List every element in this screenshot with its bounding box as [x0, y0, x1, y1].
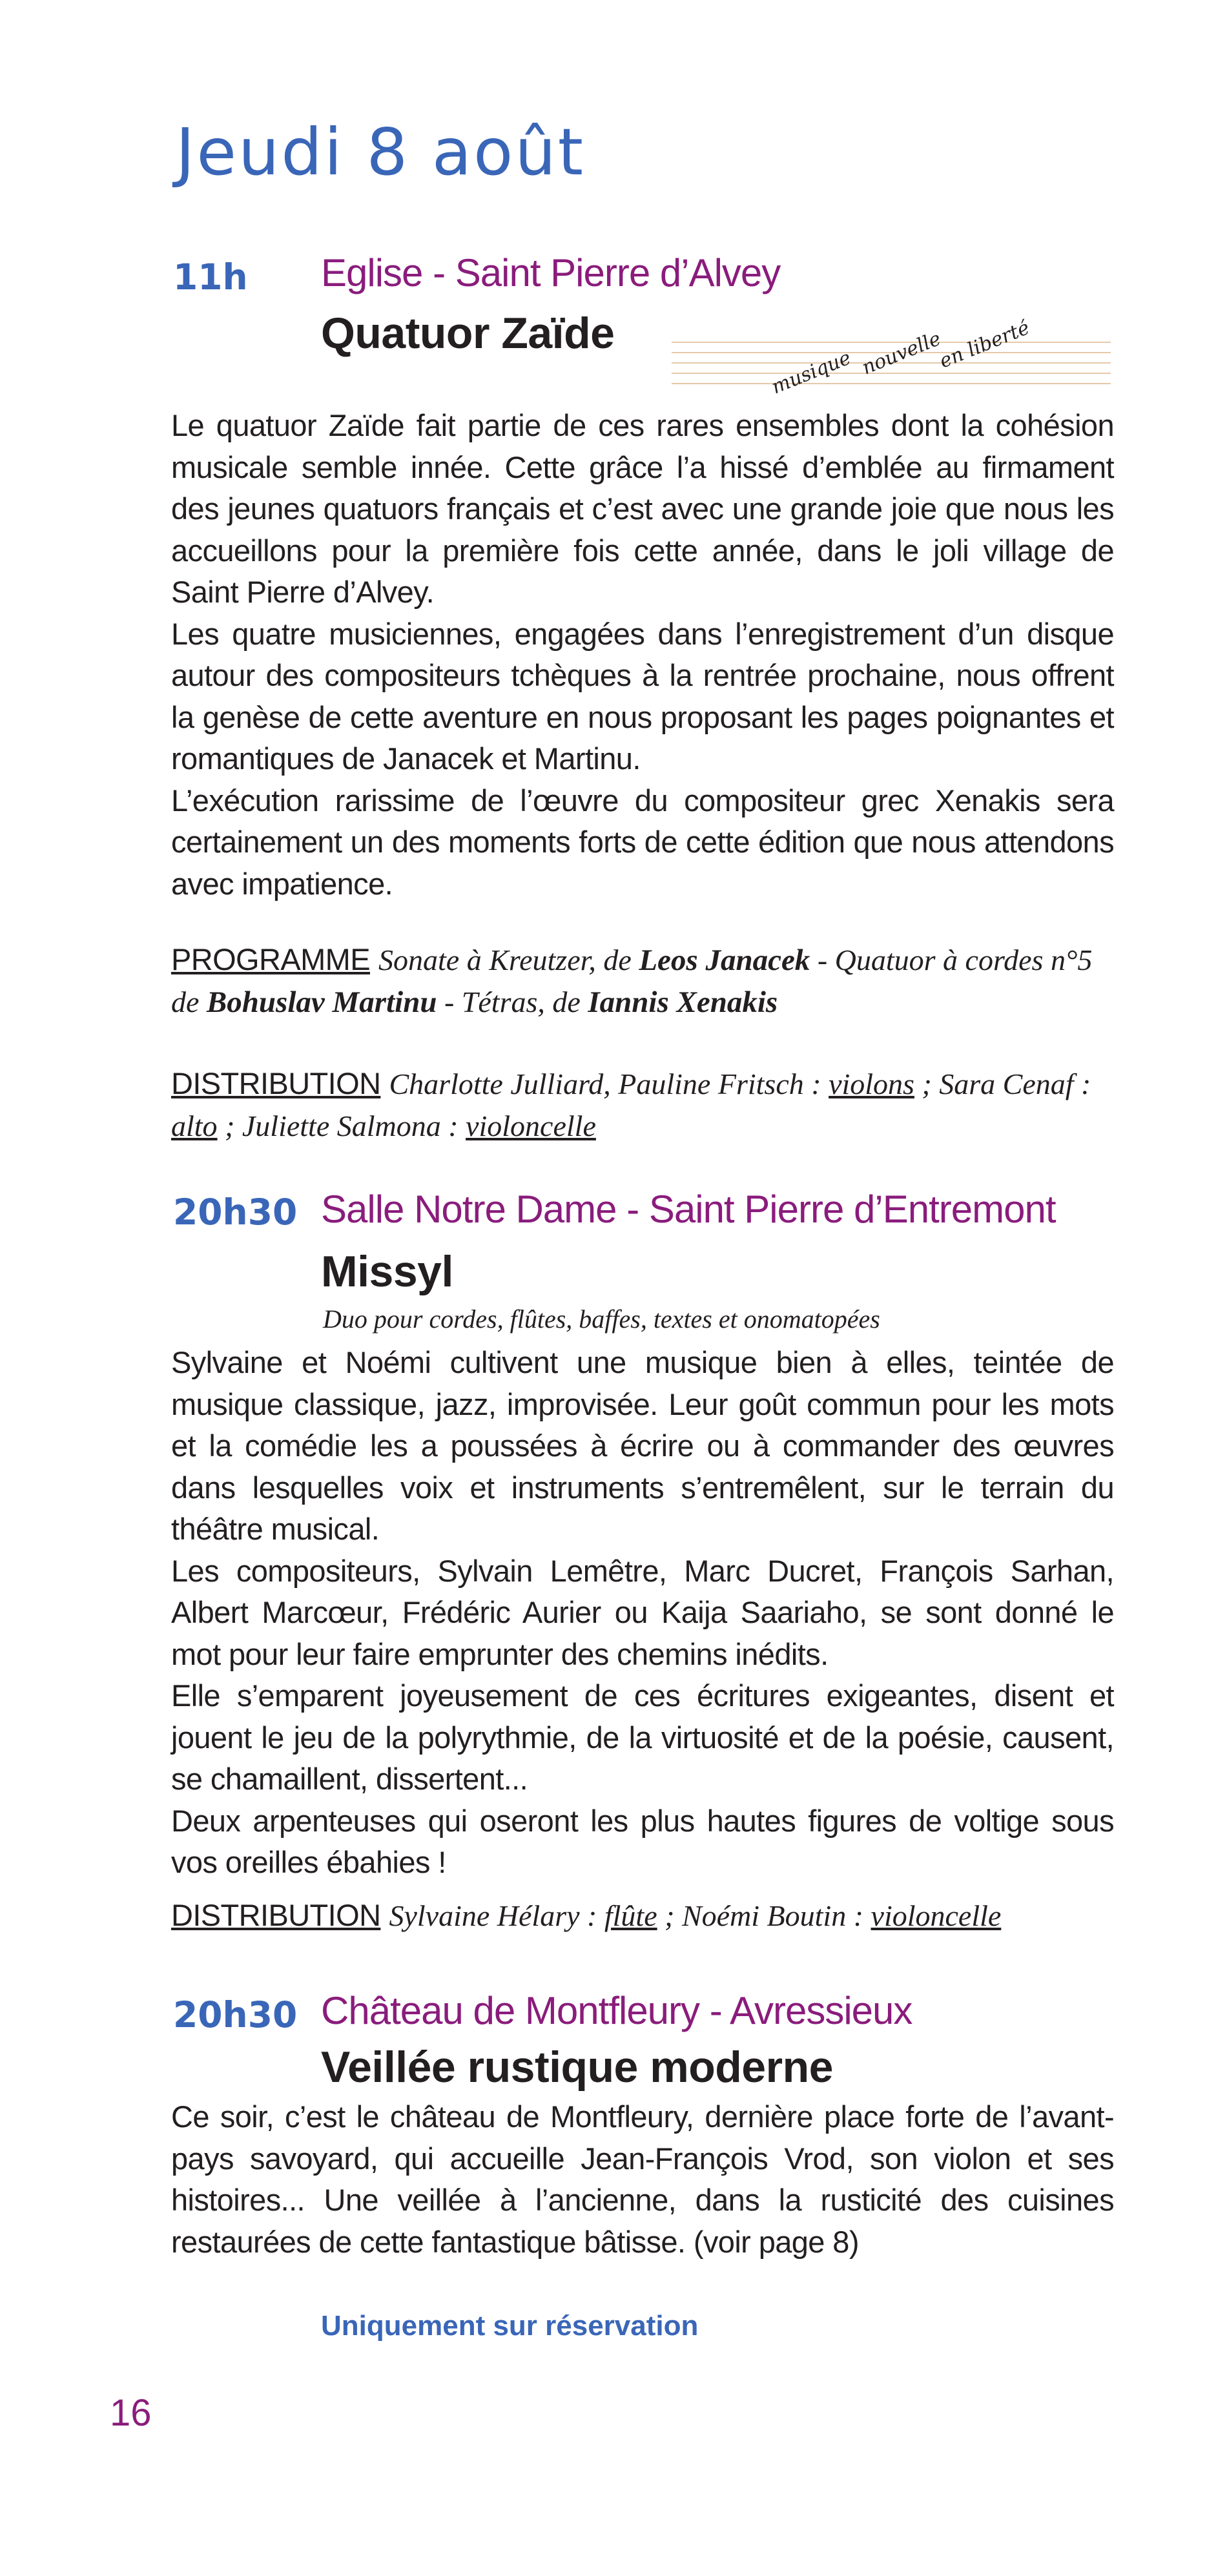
event-time: 20h30: [173, 1994, 298, 2035]
instrument: flûte: [604, 1899, 657, 1932]
performer-names: Sylvaine Hélary :: [389, 1899, 604, 1932]
event-venue: Eglise - Saint Pierre d’Alvey: [321, 251, 781, 294]
distribution-label: DISTRIBUTION: [171, 1066, 381, 1100]
programme-composer: Iannis Xenakis: [588, 985, 778, 1019]
reservation-note: Uniquement sur réservation: [321, 2310, 699, 2342]
programme-line: [171, 939, 1114, 1023]
event-subtitle: Duo pour cordes, flûtes, baffes, textes et onomatopées: [323, 1304, 880, 1334]
event-venue: Salle Notre Dame - Saint Pierre d’Entremont: [321, 1188, 1056, 1231]
svg-text:en liberté: en liberté: [936, 316, 1033, 373]
event-venue: Château de Montfleury - Avressieux: [321, 1989, 913, 2032]
event-time: 11h: [173, 256, 248, 298]
programme-work: - Quatuor à cordes n°5 de: [171, 943, 1093, 1018]
description-paragraph: Sylvaine et Noémi cultivent une musique bien à elles, teintée de musique classique, jazz, improvisée. Leur goût commun pour les mots et la comédie les a poussées à écrire ou à commander des œuvres dans lesquelles voix et instruments s’entremêlent, sur le terrain du théâtre musical.: [171, 1345, 1114, 1546]
page-number: 16: [110, 2392, 152, 2434]
description-paragraph: Le quatuor Zaïde fait partie de ces rares ensembles dont la cohésion musicale semble innée. Cette grâce l’a hissé d’emblée au firmament des jeunes quatuors français et c’est avec une grande joie que nous les accueillons pour la première fois cette année, dans le joli village de Saint Pierre d’Alvey.: [171, 408, 1114, 609]
description-paragraph: Les quatre musiciennes, engagées dans l’enregistrement d’un disque autour des compositeurs tchèques à la rentrée prochaine, nous offrent la genèse de cette aventure en nous proposant les pages poignantes et romantiques de Janacek et Martinu.: [171, 616, 1114, 776]
description-paragraph: Deux arpenteuses qui oseront les plus hautes figures de voltige sous vos oreilles ébahies !: [171, 1803, 1114, 1879]
performer-names: ; Juliette Salmona :: [217, 1109, 466, 1142]
music-stamp-logo: [672, 304, 1111, 413]
description-paragraph: Elle s’emparent joyeusement de ces écritures exigeantes, disent et jouent le jeu de la polyrythmie, de la virtuosité et de la poésie, causent, se chamaillent, dissertent...: [171, 1678, 1114, 1796]
instrument: violoncelle: [466, 1109, 596, 1142]
programme-label: PROGRAMME: [171, 942, 370, 976]
performer-names: ; Noémi Boutin :: [657, 1899, 871, 1932]
performer-names: ; Sara Cenaf :: [914, 1067, 1091, 1100]
instrument: alto: [171, 1109, 218, 1142]
event-title: Veillée rustique moderne: [321, 2043, 833, 2092]
svg-text:musique: musique: [768, 346, 854, 399]
description-paragraph: Les compositeurs, Sylvain Lemêtre, Marc Ducret, François Sarhan, Albert Marcœur, Frédéric Aurier ou Kaija Saariaho, se sont donné le mot pour leur faire emprunter des chemins inédits.: [171, 1553, 1114, 1671]
programme-composer: Leos Janacek: [639, 943, 810, 977]
programme-work: - Tétras, de: [437, 985, 588, 1018]
svg-text:nouvelle: nouvelle: [858, 327, 945, 380]
event-title: Quatuor Zaïde: [321, 309, 615, 358]
event-description: [171, 2096, 1114, 2263]
distribution-line: [171, 1063, 1114, 1147]
day-title: Jeudi 8 août: [176, 114, 585, 190]
instrument: violons: [829, 1067, 914, 1100]
distribution-line: [171, 1895, 1114, 1937]
event-time: 20h30: [173, 1191, 298, 1233]
instrument: violoncelle: [871, 1899, 1002, 1932]
distribution-label: DISTRIBUTION: [171, 1898, 381, 1932]
performer-names: Charlotte Julliard, Pauline Fritsch :: [389, 1067, 829, 1100]
programme-work: Sonate à Kreutzer, de: [378, 943, 639, 976]
description-paragraph: Ce soir, c’est le château de Montfleury, dernière place forte de l’avant-pays savoyard, qui accueille Jean-François Vrod, son violon et ses histoires... Une veillée à l’ancienne, dans la rusticité des cuisines restaurées de cette fantastique bâtisse. (voir page 8): [171, 2099, 1114, 2259]
programme-composer: Bohuslav Martinu: [206, 985, 437, 1019]
event-description: [171, 405, 1114, 905]
event-title: Missyl: [321, 1247, 453, 1296]
event-description: [171, 1342, 1114, 1884]
description-paragraph: L’exécution rarissime de l’œuvre du compositeur grec Xenakis sera certainement un des moments forts de cette édition que nous attendons avec impatience.: [171, 783, 1114, 901]
